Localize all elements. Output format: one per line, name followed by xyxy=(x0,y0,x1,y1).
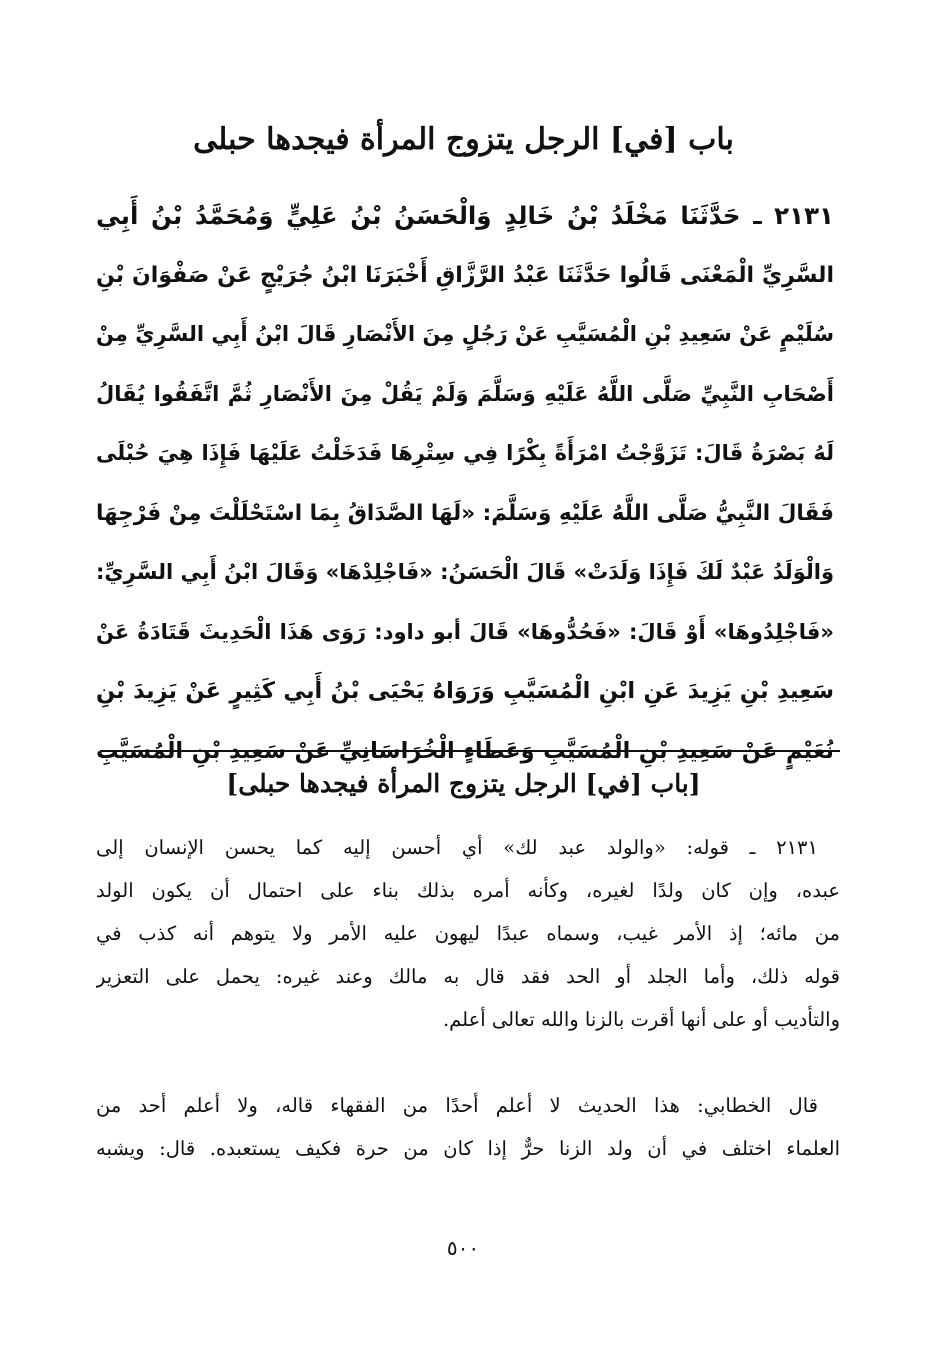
hadith-line: سَعِيدِ بْنِ يَزِيدَ عَنِ ابْنِ الْمُسَيَّبِ وَرَوَاهُ يَحْيَى بْنُ أَبِي كَثِيرٍ عَنْ يَزِيدَ بْنِ xyxy=(96,678,834,704)
hadith-line: وَالْوَلَدُ عَبْدٌ لَكَ فَإِذَا وَلَدَتْ» قَالَ الْحَسَنُ: «فَاجْلِدْهَا» وَقَالَ ابْنُ أَبِي السَّرِيِّ: xyxy=(96,560,834,584)
hadith-line: ٢١٣١ ـ حَدَّثَنَا مَخْلَدُ بْنُ خَالِدٍ وَالْحَسَنُ بْنُ عَلِيٍّ وَمُحَمَّدُ بْنُ أَبِي xyxy=(96,201,834,230)
commentary-paragraph-1 xyxy=(96,826,840,1041)
page-number: ٥٠٠ xyxy=(446,1236,480,1260)
commentary-line: والتأديب أو على أنها أقرت بالزنا والله تعالى أعلم. xyxy=(442,1008,840,1031)
commentary-line: قوله ذلك، وأما الجلد أو الحد فقد قال به مالك وعند غيره: يحمل على التعزير xyxy=(96,965,840,988)
commentary-line: عبده، وإن كان ولدًا لغيره، وكأنه أمره بذلك بناء على احتمال أن يكون الولد xyxy=(96,879,840,902)
hadith-line: أَصْحَابِ النَّبِيِّ صَلَّى اللَّهُ عَلَيْهِ وَسَلَّمَ وَلَمْ يَقُلْ مِنَ الأَنْصَارِ ثُمَّ اتَّفَقُوا يُقَالُ xyxy=(96,381,834,406)
commentary-line: قال الخطابي: هذا الحديث لا أعلم أحدًا من الفقهاء قاله، ولا أعلم أحد من xyxy=(96,1094,818,1117)
hadith-line: لَهُ بَصْرَةُ قَالَ: تَزَوَّجْتُ امْرَأَةً بِكْرًا فِي سِتْرِهَا فَدَخَلْتُ عَلَيْهَا فَإِذَا هِيَ حُبْلَى xyxy=(96,441,834,465)
commentary-heading: [باب [في] الرجل يتزوج المرأة فيجدها حبلى] xyxy=(226,769,701,798)
hadith-line: نُعَيْمٍ عَنْ سَعِيدِ بْنِ الْمُسَيَّبِ وَعَطَاءٍ الْخُرَاسَانِيِّ عَنْ سَعِيدِ بْنِ الْمُسَيَّبِ xyxy=(96,737,834,764)
commentary-line: من مائه؛ إذ الأمر غيب، وسماه عبدًا ليهون عليه الأمر ولا يتوهم أنه كذب في xyxy=(96,922,840,945)
footnote-separator xyxy=(100,750,840,752)
hadith-line: «فَاجْلِدُوهَا» أَوْ قَالَ: «فَحُدُّوهَا» قَالَ أبو داود: رَوَى هَذَا الْحَدِيثَ قَتَادَةُ عَنْ xyxy=(96,619,834,644)
commentary-paragraph-2 xyxy=(96,1084,840,1170)
chapter-heading: باب [في] الرجل يتزوج المرأة فيجدها حبلى xyxy=(193,122,734,157)
commentary-line: ٢١٣١ ـ قوله: «والولد عبد لك» أي أحسن إليه كما يحسن الإنسان إلى xyxy=(96,836,818,859)
commentary-line: العلماء اختلف في أن ولد الزنا حرٌّ إذا كان من حرة فكيف يستعبده. قال: ويشبه xyxy=(96,1137,840,1160)
hadith-line: السَّرِيِّ الْمَعْنَى قَالُوا حَدَّثَنَا عَبْدُ الرَّزَّاقِ أَخْبَرَنَا ابْنُ جُرَيْجٍ عَنْ صَفْوَانَ بْنِ xyxy=(96,262,834,288)
hadith-line: فَقَالَ النَّبِيُّ صَلَّى اللَّهُ عَلَيْهِ وَسَلَّمَ: «لَهَا الصَّدَاقُ بِمَا اسْتَحْلَلْتَ مِنْ فَرْجِهَا xyxy=(96,500,834,526)
hadith-text xyxy=(96,186,834,781)
hadith-line: سُلَيْمٍ عَنْ سَعِيدِ بْنِ الْمُسَيَّبِ عَنْ رَجُلٍ مِنَ الأَنْصَارِ قَالَ ابْنُ أَبِي السَّرِيِّ مِنْ xyxy=(96,322,834,346)
